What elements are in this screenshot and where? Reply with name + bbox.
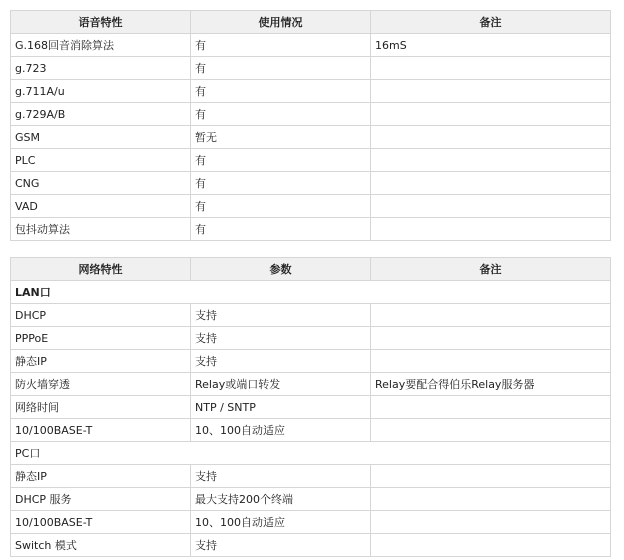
table-row xyxy=(11,195,611,218)
section-row xyxy=(11,281,611,304)
table-cell xyxy=(371,80,611,103)
column-header: 备注 xyxy=(371,258,611,281)
table-cell: g.711A/u xyxy=(11,80,191,103)
table-row xyxy=(11,350,611,373)
table-row xyxy=(11,465,611,488)
table-cell xyxy=(371,126,611,149)
column-header: 参数 xyxy=(191,258,371,281)
table-cell: PPPoE xyxy=(11,327,191,350)
table-cell: PLC xyxy=(11,149,191,172)
table-cell xyxy=(371,218,611,241)
table-cell: 暂无 xyxy=(191,126,371,149)
table-cell xyxy=(371,195,611,218)
table-cell: 16mS xyxy=(371,34,611,57)
table-cell: G.168回音消除算法 xyxy=(11,34,191,57)
table-cell: 防火墙穿透 xyxy=(11,373,191,396)
table-cell: Switch 模式 xyxy=(11,534,191,557)
table-cell: 支持 xyxy=(191,304,371,327)
table-row xyxy=(11,373,611,396)
table-row xyxy=(11,396,611,419)
table-cell: 10/100BASE-T xyxy=(11,419,191,442)
table-row xyxy=(11,419,611,442)
table-header-row xyxy=(11,11,611,34)
table-cell: 支持 xyxy=(191,350,371,373)
table-row xyxy=(11,304,611,327)
section-label: PC口 xyxy=(11,442,611,465)
table-cell: 10、100自动适应 xyxy=(191,511,371,534)
section-label: LAN口 xyxy=(11,281,611,304)
column-header: 使用情况 xyxy=(191,11,371,34)
table-cell: DHCP xyxy=(11,304,191,327)
table-cell xyxy=(371,327,611,350)
table-row xyxy=(11,218,611,241)
table-cell: 10、100自动适应 xyxy=(191,419,371,442)
table-cell: g.729A/B xyxy=(11,103,191,126)
table-row xyxy=(11,534,611,557)
table-cell xyxy=(371,149,611,172)
table-cell: 10/100BASE-T xyxy=(11,511,191,534)
table-cell: 有 xyxy=(191,34,371,57)
section-row xyxy=(11,442,611,465)
table-cell xyxy=(371,534,611,557)
table-row xyxy=(11,103,611,126)
table-row xyxy=(11,57,611,80)
table-cell: 有 xyxy=(191,195,371,218)
table-cell: 有 xyxy=(191,57,371,80)
table-cell: 有 xyxy=(191,103,371,126)
voice-features-table xyxy=(10,10,611,241)
table-cell: g.723 xyxy=(11,57,191,80)
table-cell: VAD xyxy=(11,195,191,218)
table-cell: Relay或端口转发 xyxy=(191,373,371,396)
table-cell: 支持 xyxy=(191,465,371,488)
table-row xyxy=(11,149,611,172)
column-header: 备注 xyxy=(371,11,611,34)
table-cell: Relay要配合得伯乐Relay服务器 xyxy=(371,373,611,396)
table-cell xyxy=(371,350,611,373)
table-cell: GSM xyxy=(11,126,191,149)
table-cell: 有 xyxy=(191,172,371,195)
table-row xyxy=(11,327,611,350)
table-row xyxy=(11,488,611,511)
table-cell: 网络时间 xyxy=(11,396,191,419)
table-cell xyxy=(371,172,611,195)
table-header-row xyxy=(11,258,611,281)
table-row xyxy=(11,172,611,195)
table-cell xyxy=(371,304,611,327)
table-row xyxy=(11,511,611,534)
column-header: 语音特性 xyxy=(11,11,191,34)
table-cell: 包抖动算法 xyxy=(11,218,191,241)
table-cell: 最大支持200个终端 xyxy=(191,488,371,511)
column-header: 网络特性 xyxy=(11,258,191,281)
table-row xyxy=(11,34,611,57)
table-cell: NTP / SNTP xyxy=(191,396,371,419)
network-features-table xyxy=(10,257,611,557)
table-cell xyxy=(371,465,611,488)
table-cell: DHCP 服务 xyxy=(11,488,191,511)
table-row xyxy=(11,80,611,103)
table-cell: 支持 xyxy=(191,534,371,557)
table-cell xyxy=(371,103,611,126)
table-cell xyxy=(371,511,611,534)
table-cell xyxy=(371,488,611,511)
table-cell: CNG xyxy=(11,172,191,195)
table-cell: 有 xyxy=(191,218,371,241)
table-cell xyxy=(371,57,611,80)
table-cell: 支持 xyxy=(191,327,371,350)
table-cell xyxy=(371,419,611,442)
table-cell: 静态IP xyxy=(11,465,191,488)
table-cell: 有 xyxy=(191,149,371,172)
table-cell: 静态IP xyxy=(11,350,191,373)
table-cell: 有 xyxy=(191,80,371,103)
table-cell xyxy=(371,396,611,419)
table-row xyxy=(11,126,611,149)
